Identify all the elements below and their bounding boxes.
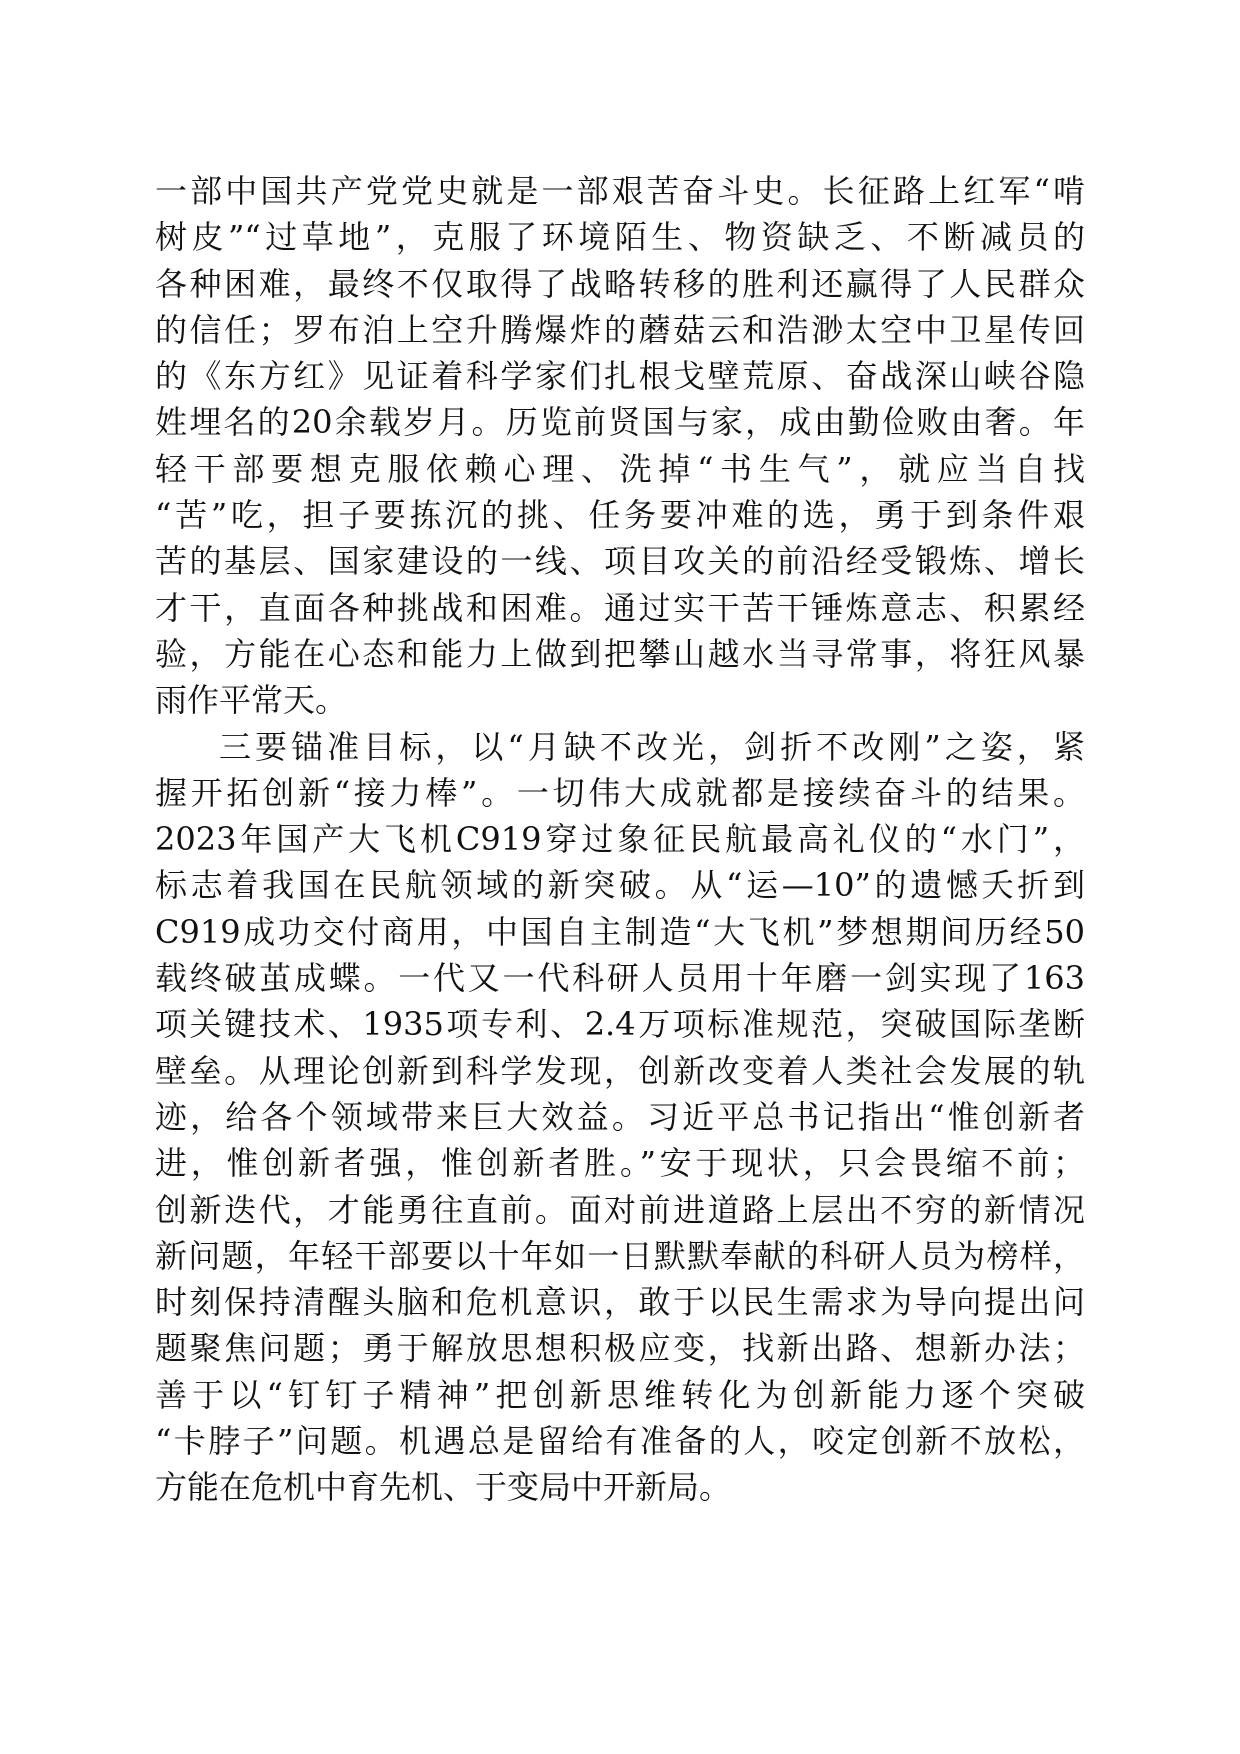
text-line: C919成功交付商用，中国自主制造“大飞机”梦想期间历经50 [155, 912, 1085, 951]
text-line: 姓埋名的20余载岁月。历览前贤国与家，成由勤俭败由奢。年 [155, 403, 1085, 442]
text-line: 苦的基层、国家建设的一线、项目攻关的前沿经受锻炼、增长 [155, 542, 1085, 581]
paragraph-innovation [155, 724, 1085, 1511]
text-line: 方能在危机中育先机、于变局中开新局。 [155, 1468, 732, 1507]
text-line: 2023年国产大飞机C919穿过象征民航最高礼仪的“水门”， [155, 820, 1085, 859]
text-line: 壁垒。从理论创新到科学发现，创新改变着人类社会发展的轨 [155, 1051, 1085, 1090]
text-line: 验，方能在心态和能力上做到把攀山越水当寻常事，将狂风暴 [155, 634, 1085, 673]
text-line: 项关键技术、1935项专利、2.4万项标准规范，突破国际垄断 [155, 1005, 1085, 1044]
text-line: 才干，直面各种挑战和困难。通过实干苦干锤炼意志、积累经 [155, 588, 1085, 627]
text-line: “苦”吃，担子要拣沉的挑、任务要冲难的选，勇于到条件艰 [155, 496, 1085, 535]
text-line: 一部中国共产党党史就是一部艰苦奋斗史。长征路上红军“啃 [155, 172, 1085, 210]
text-line: 迹，给各个领域带来巨大效益。习近平总书记指出“惟创新者 [155, 1097, 1085, 1136]
text-line: 各种困难，最终不仅取得了战略转移的胜利还赢得了人民群众 [155, 264, 1085, 303]
text-line: 树皮”“过草地”，克服了环境陌生、物资缺乏、不断减员的 [155, 218, 1085, 257]
text-line: 新问题，年轻干部要以十年如一日默默奉献的科研人员为榜样， [155, 1236, 1085, 1275]
text-line: “卡脖子”问题。机遇总是留给有准备的人，咬定创新不放松， [155, 1422, 1085, 1461]
text-line: 三要锚准目标，以“月缺不改光，剑折不改刚”之姿，紧 [219, 727, 1085, 766]
text-line: 时刻保持清醒头脑和危机意识，敢于以民生需求为导向提出问 [155, 1283, 1085, 1322]
text-line: 载终破茧成蝶。一代又一代科研人员用十年磨一剑实现了163 [155, 959, 1085, 998]
text-line: 的《东方红》见证着科学家们扎根戈壁荒原、奋战深山峡谷隐 [155, 357, 1085, 396]
paragraph-hardship [155, 168, 1085, 724]
text-line: 轻干部要想克服依赖心理、洗掉“书生气”，就应当自找 [155, 449, 1085, 488]
text-line: 创新迭代，才能勇往直前。面对前进道路上层出不穷的新情况 [155, 1190, 1085, 1229]
text-line: 握开拓创新“接力棒”。一切伟大成就都是接续奋斗的结果。 [155, 773, 1085, 812]
text-line: 标志着我国在民航领域的新突破。从“运—10”的遗憾夭折到 [155, 866, 1085, 905]
text-line: 进，惟创新者强，惟创新者胜。”安于现状，只会畏缩不前； [155, 1144, 1085, 1183]
text-line: 的信任；罗布泊上空升腾爆炸的蘑菇云和浩渺太空中卫星传回 [155, 310, 1085, 349]
text-line: 题聚焦问题；勇于解放思想积极应变，找新出路、想新办法； [155, 1329, 1085, 1368]
text-line: 善于以“钉钉子精神”把创新思维转化为创新能力逐个突破 [155, 1375, 1085, 1414]
text-line: 雨作平常天。 [155, 681, 348, 720]
document-body [155, 168, 1085, 1511]
